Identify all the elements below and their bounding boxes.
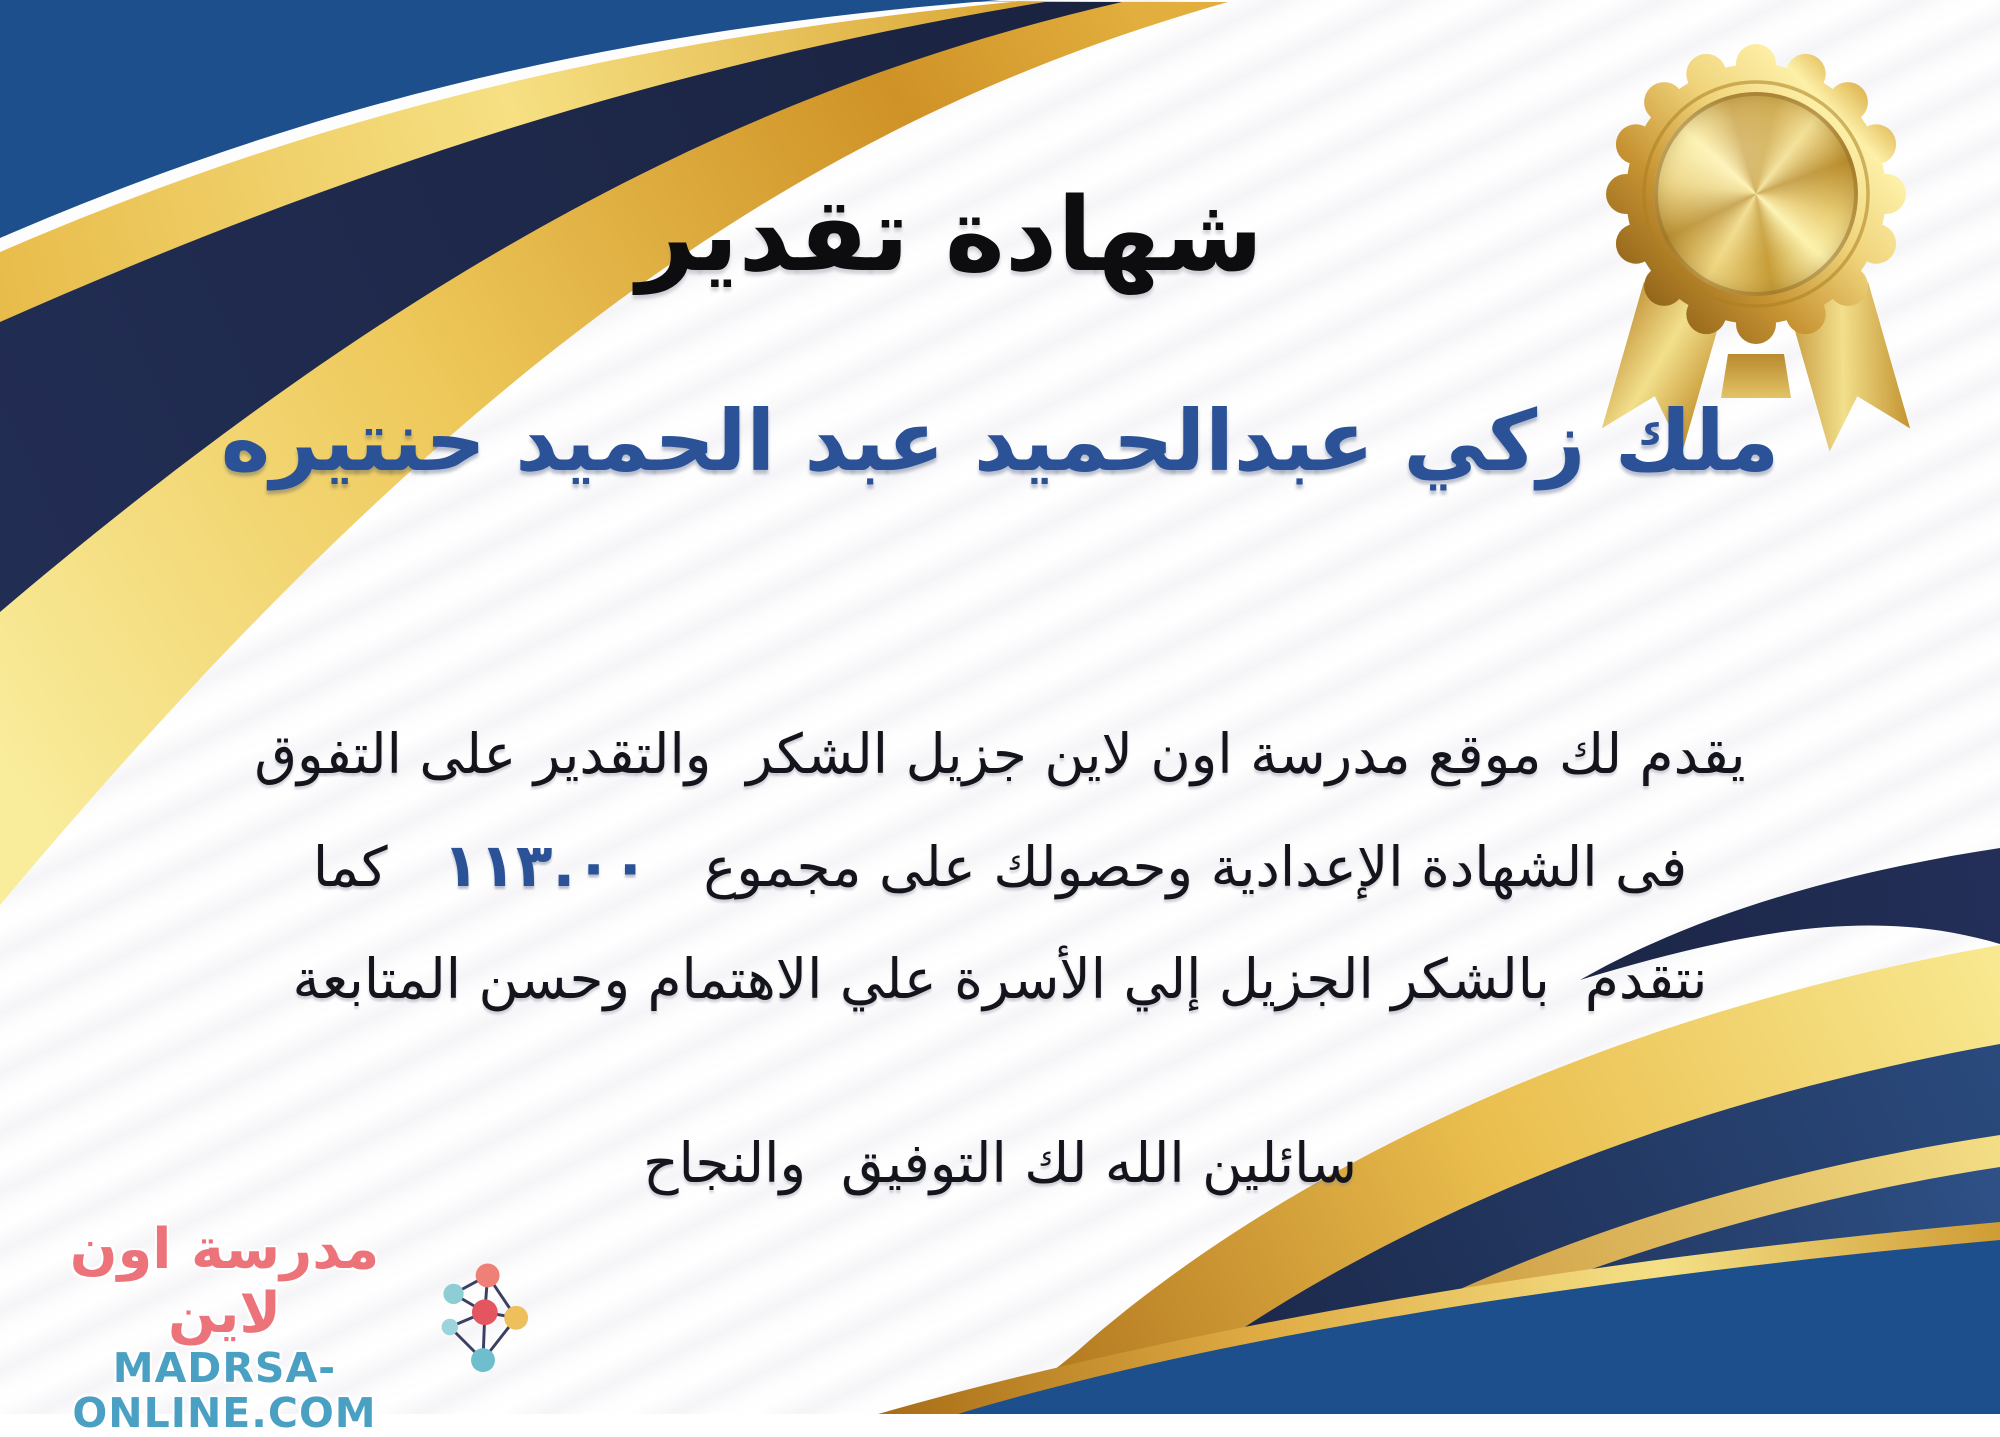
score-value: ١١٣.٠٠ (442, 831, 649, 901)
body-line-2 (0, 810, 2000, 923)
certificate-title: شهادة تقدير (636, 176, 1264, 296)
network-molecule-logo-icon (437, 1251, 529, 1403)
body-line-3: نتقدم بالشكر الجزيل إلي الأسرة علي الاهتمام وحسن المتابعة (292, 947, 1708, 1011)
site-name-arabic: مدرسة اون لاين (69, 1216, 380, 1346)
site-domain: MADRSA-ONLINE.COM (72, 1344, 377, 1437)
body-line-2-before: فى الشهادة الإعدادية وحصولك على مجموع (703, 835, 1688, 899)
closing-line: سائلين الله لك التوفيق والنجاح (643, 1131, 1357, 1195)
body-line-1: يقدم لك موقع مدرسة اون لاين جزيل الشكر والتقدير على التفوق (254, 722, 1746, 786)
site-logo (22, 1216, 529, 1437)
site-logo-text (22, 1218, 427, 1437)
recipient-name: ملك زكي عبدالحميد عبد الحميد حنتيره (220, 392, 1780, 490)
certificate-body (0, 698, 2000, 1035)
body-line-2-after: كما (312, 835, 388, 899)
